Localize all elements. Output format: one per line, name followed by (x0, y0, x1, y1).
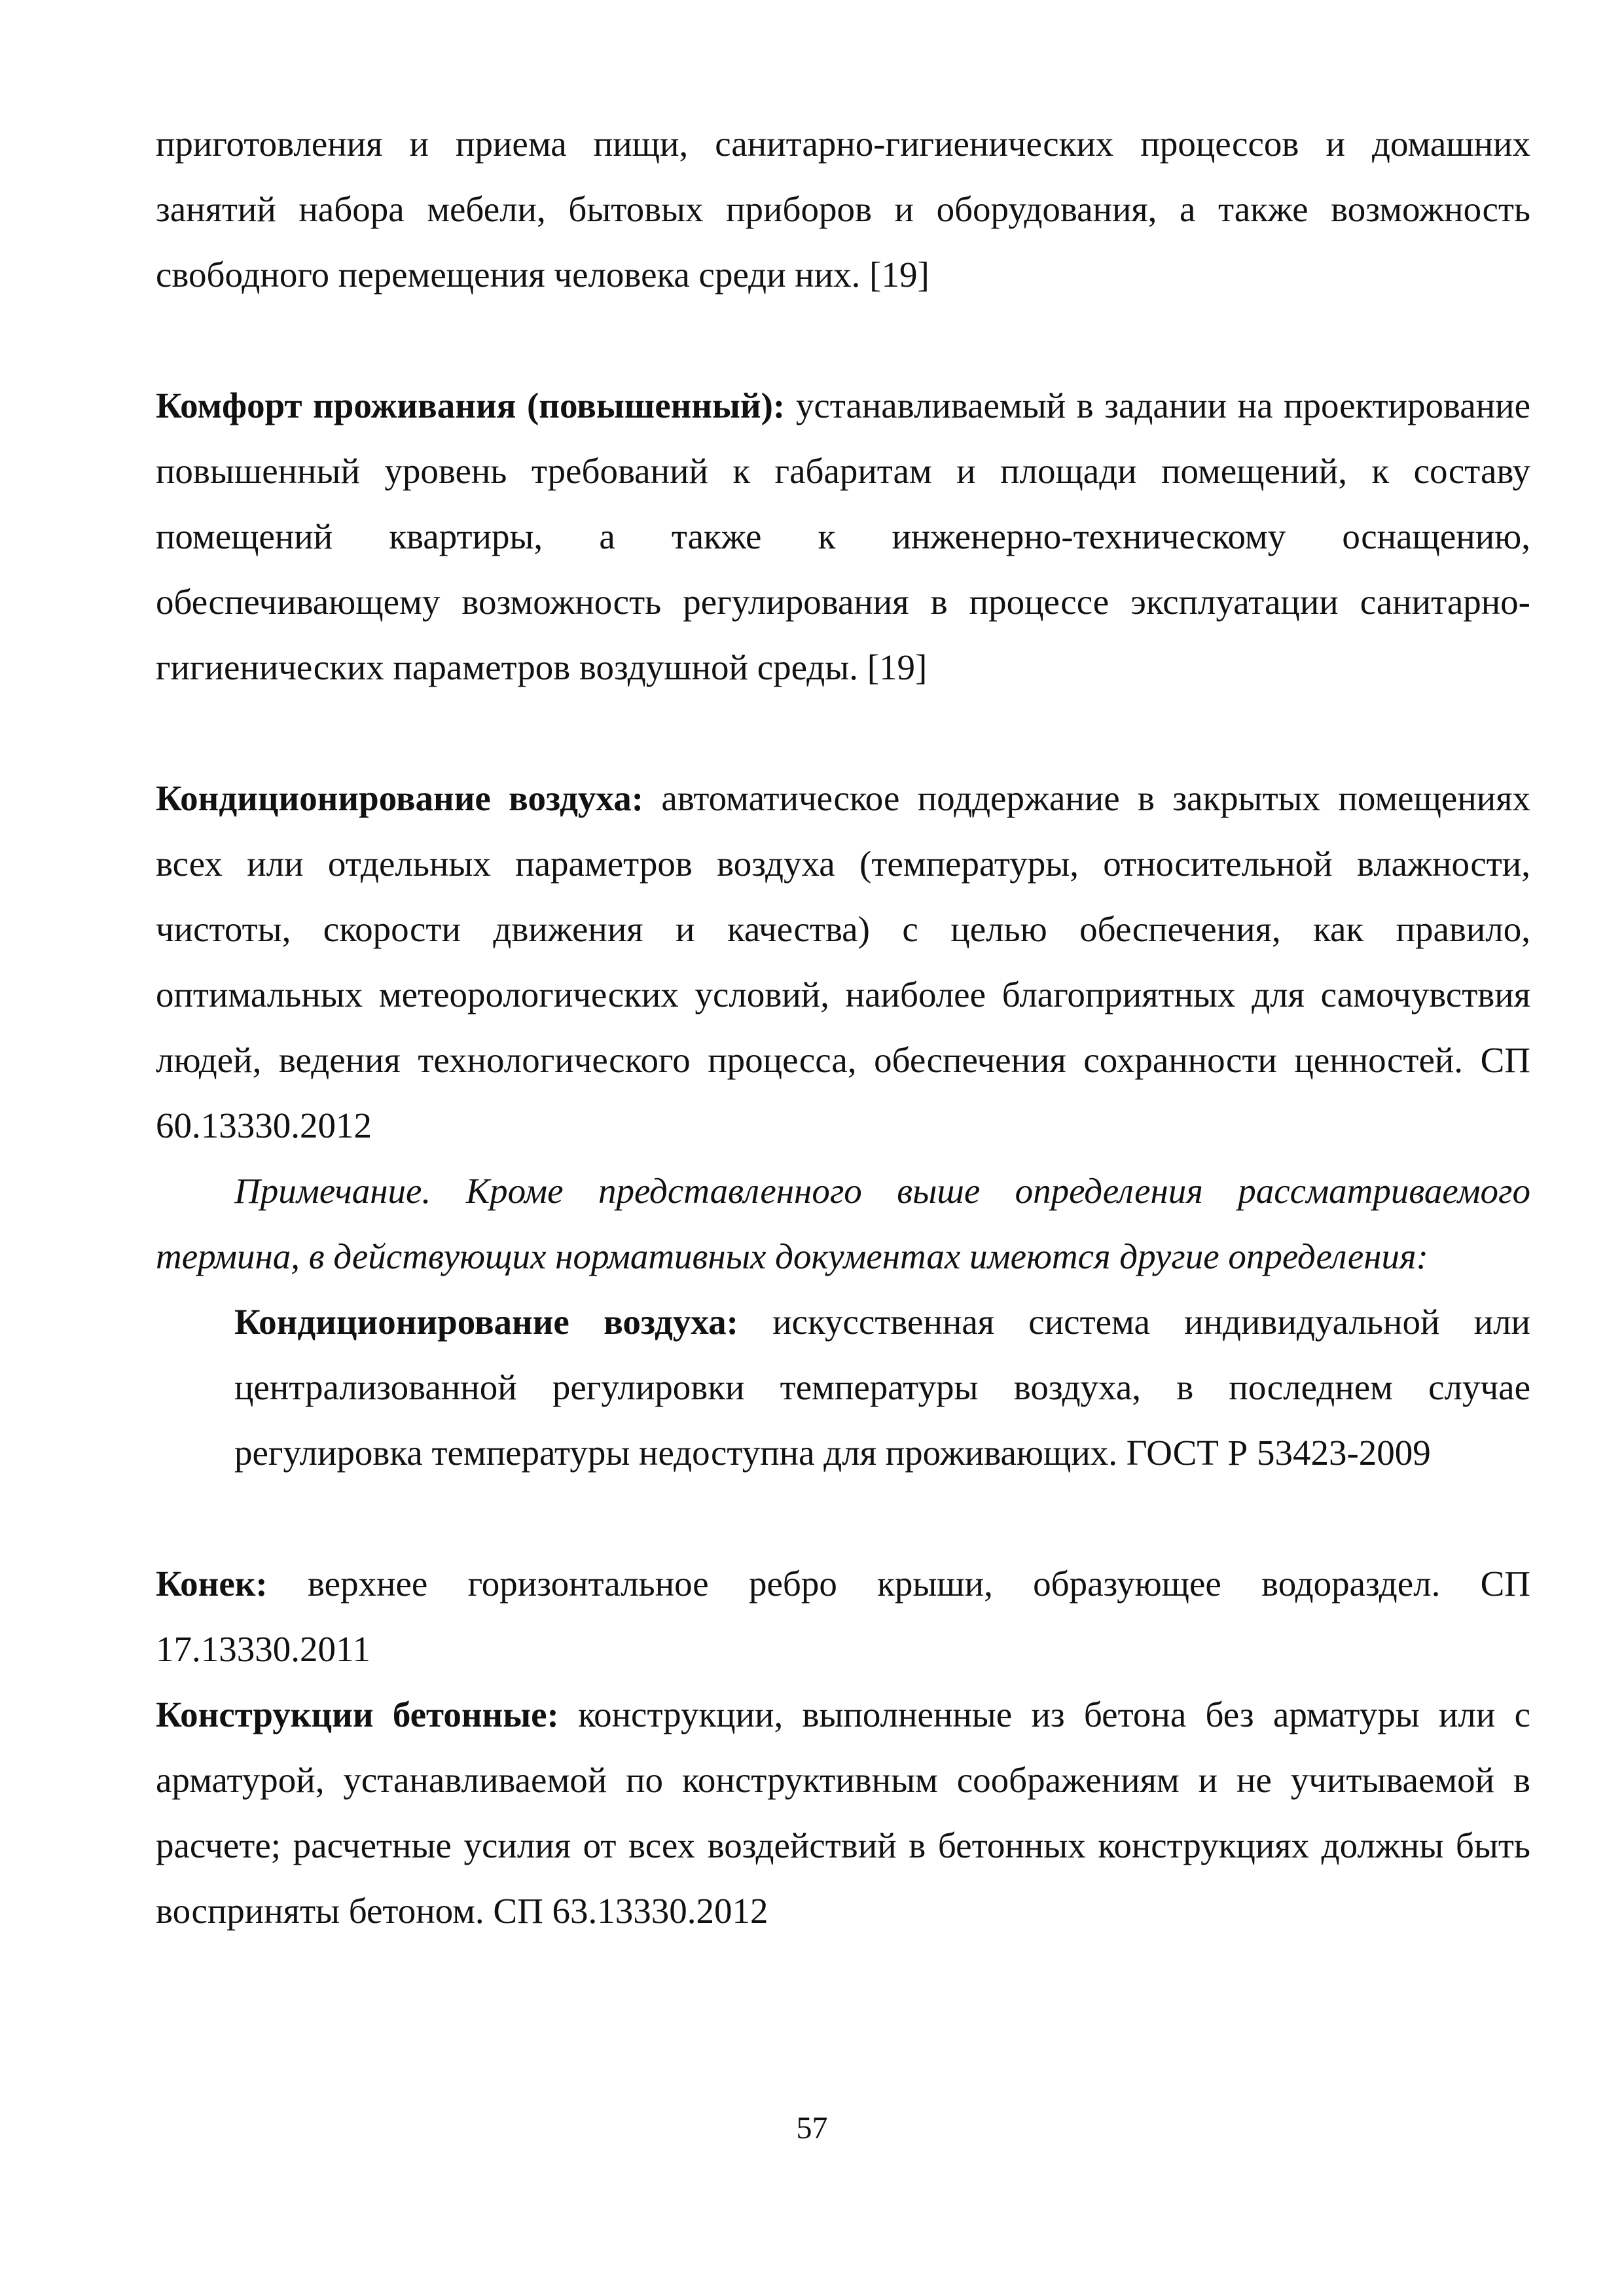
definition-term: Конструкции бетонные: (156, 1695, 559, 1734)
definition-term: Кондиционирование воздуха: (234, 1302, 738, 1342)
definition-konstrukcii-betonnye (156, 1682, 1530, 1944)
definition-kondicionirovanie-vozduha-alt (156, 1289, 1530, 1486)
definition-konek (156, 1551, 1530, 1682)
definition-text: верхнее горизонтальное ребро крыши, образующее водораздел. СП 17.13330.2011 (156, 1564, 1530, 1669)
note-text: Примечание. Кроме представленного выше определения рассматриваемого термина, в действующих нормативных документах имеются другие определения: (156, 1171, 1530, 1276)
definition-term: Конек: (156, 1564, 268, 1604)
definition-text: искусственная система индивидуальной или централизованной регулировки температуры воздуха, в последнем случае регулировка температуры недоступна для проживающих. ГОСТ Р 53423-2009 (234, 1302, 1530, 1473)
definition-text: устанавливаемый в задании на проектирование повышенный уровень требований к габаритам и площади помещений, к составу помещений квартиры, а также к инженерно-техническому оснащению, обеспечивающему возможность регулирования в процессе эксплуатации санитарно-гигиенических параметров воздушной среды. [19] (156, 386, 1530, 687)
paragraph-continuation (156, 111, 1530, 308)
definition-komfort-prozhivaniya (156, 373, 1530, 700)
definition-term: Кондиционирование воздуха: (156, 778, 644, 818)
paragraph-text: приготовления и приема пищи, санитарно-гигиенических процессов и домашних занятий набора мебели, бытовых приборов и оборудования, а также возможность свободного перемещения человека среди них. [19] (156, 124, 1530, 295)
document-body (156, 111, 1530, 1944)
definition-text: конструкции, выполненные из бетона без арматуры или с арматурой, устанавливаемой по конструктивным соображениям и не учитываемой в расчете; расчетные усилия от всех воздействий в бетонных конструкциях должны быть восприняты бетоном. СП 63.13330.2012 (156, 1695, 1530, 1931)
definition-term: Комфорт проживания (повышенный): (156, 386, 785, 425)
note-paragraph (156, 1158, 1530, 1289)
definition-text: автоматическое поддержание в закрытых помещениях всех или отдельных параметров воздуха (температуры, относительной влажности, чистоты, скорости движения и качества) с целью обеспечения, как правило, оптимальных метеорологических условий, наиболее благоприятных для самочувствия людей, ведения технологического процесса, обеспечения сохранности ценностей. СП 60.13330.2012 (156, 778, 1530, 1145)
definition-kondicionirovanie-vozduha (156, 766, 1530, 1158)
page-number: 57 (796, 2111, 828, 2145)
